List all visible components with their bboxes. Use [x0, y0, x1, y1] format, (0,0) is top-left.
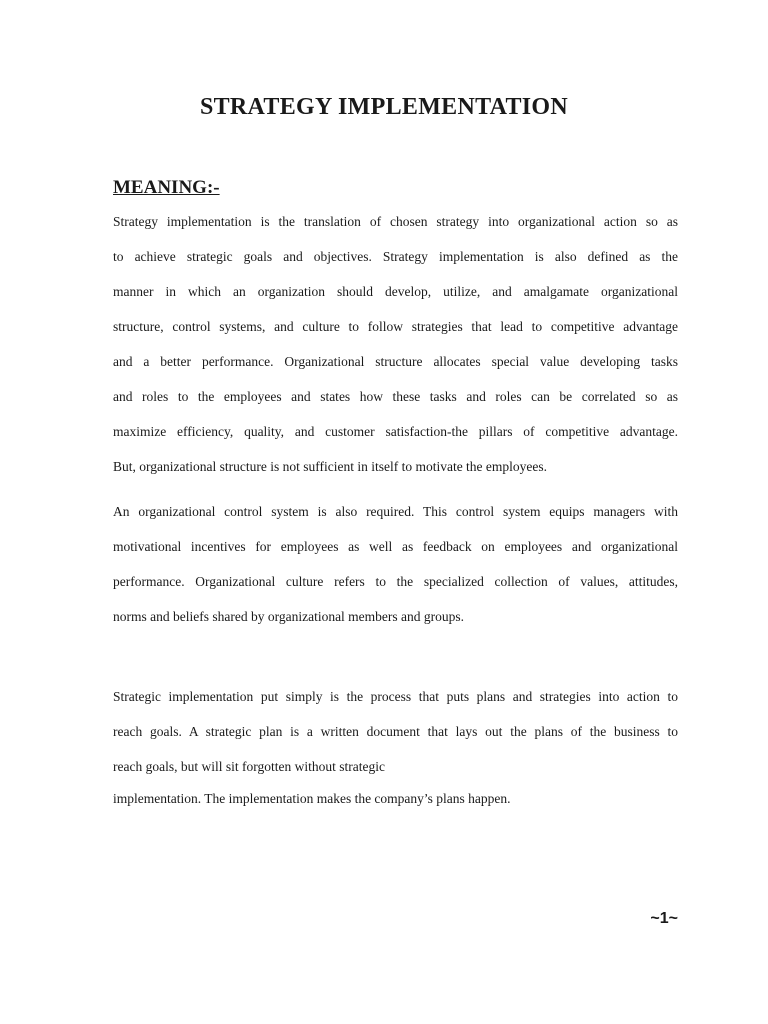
paragraph-4 [113, 789, 678, 809]
paragraph-line: But, organizational structure is not sufficient in itself to motivate the employees. [113, 459, 548, 474]
paragraph-line: to achieve strategic goals and objectives. Strategy implementation is also defined as the [113, 249, 678, 264]
paragraph-line: Strategic implementation put simply is the process that puts plans and strategies into action to [113, 689, 678, 704]
paragraph-line: performance. Organizational culture refers to the specialized collection of values, attitudes, [113, 574, 678, 589]
paragraph-line: An organizational control system is also required. This control system equips managers with [113, 504, 678, 519]
paragraph-line: and a better performance. Organizational structure allocates special value developing tasks [113, 354, 678, 369]
paragraph-line: and roles to the employees and states how these tasks and roles can be correlated so as [113, 389, 678, 404]
paragraph-line: Strategy implementation is the translation of chosen strategy into organizational action so as [113, 214, 678, 229]
paragraph-line: reach goals, but will sit forgotten without strategic [113, 759, 385, 774]
paragraph-line: motivational incentives for employees as well as feedback on employees and organizational [113, 539, 678, 554]
section-heading: MEANING:- [113, 177, 220, 198]
paragraph-2 [113, 494, 678, 634]
paragraph-line: maximize efficiency, quality, and customer satisfaction-the pillars of competitive advantage. [113, 424, 678, 439]
paragraph-3 [113, 679, 678, 784]
paragraph-1 [113, 204, 678, 484]
page-title: STRATEGY IMPLEMENTATION [199, 94, 569, 120]
paragraph-line: reach goals. A strategic plan is a written document that lays out the plans of the business to [113, 724, 678, 739]
page-number: ~1~ [650, 910, 678, 927]
paragraph-line: manner in which an organization should develop, utilize, and amalgamate organizational [113, 284, 678, 299]
paragraph-line: norms and beliefs shared by organizational members and groups. [113, 609, 465, 624]
paragraph-line: implementation. The implementation makes the company’s plans happen. [113, 791, 511, 806]
paragraph-line: structure, control systems, and culture to follow strategies that lead to competitive advantage [113, 319, 678, 334]
